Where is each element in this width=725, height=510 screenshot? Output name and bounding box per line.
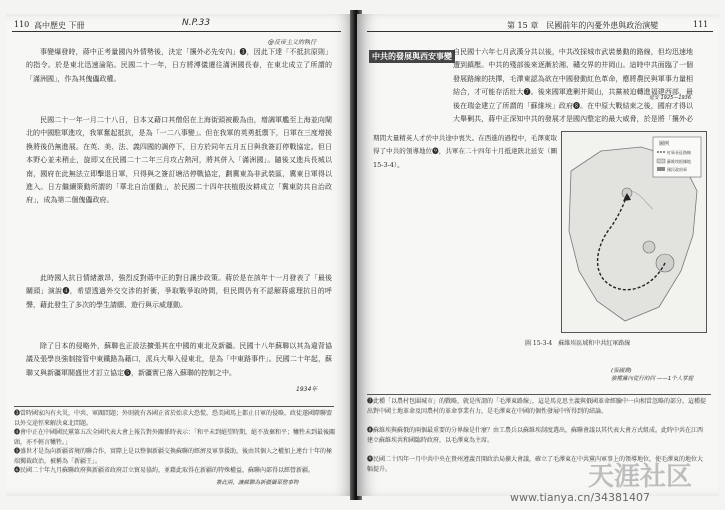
left-paragraph-1: 事變爆發時，蔣中正考量國內外情勢後，決定「攘外必先安內」❸，因此下達「不抵抗原則」的指令。於是東北迅速淪陷。民國二十一年，日方將溥儀遷往滿洲國長春，在東北成立了所謂的「滿洲國」，作為其傀儡政權。 bbox=[26, 48, 332, 83]
map-legend-item: 紅軍長征路線 bbox=[667, 150, 691, 155]
left-footnote-1: ❸當時國家內有火災，中共、軍閥問題；外則就有各國正省於始求大恐慌，恐美國馬上都止日軍的侵略，政徒遂國際聯盟以外交途徑來解決東北問題。 bbox=[14, 410, 333, 427]
left-footnote-rule bbox=[14, 406, 334, 407]
left-header-rule bbox=[12, 31, 341, 32]
right-footnote-9: ❾民國二十四年一月中共中央在貴州遵義召開政治局擴大會議，確立了毛澤東在中共黨內軍事上的領導地位，使毛澤東的地位大幅提升。 bbox=[367, 456, 704, 473]
right-chapter-title: 第 15 章 民國前年的內憂外患與政治演變 bbox=[507, 21, 659, 30]
right-paragraph-1-body bbox=[373, 132, 557, 172]
right-footnote-rule bbox=[367, 394, 711, 395]
right-footnote-7: ❼此種「以農村包圍城市」的戰略，就是所謂的「毛澤東路線」，這是馬克思主義與俄國革命經驗中一向相當忽略的部分。這種提出對中國土地革命及因農村的革命事業有力，是毛澤東在中國的個性發展中所得到的結論。 bbox=[367, 398, 707, 415]
map-svg bbox=[561, 131, 707, 333]
soviet-map-figure bbox=[561, 131, 707, 333]
left-paragraph-2: 民國二十一年一月二十八日，日本又藉口其僧侶在上海街頭被毆為由，增調軍艦至上海並向閘北的中國駐軍進攻，我軍奮起抵抗，是為「一二八事變」。但在我軍的英勇抵禦下，日軍在三度增援換將後仍無進展。在英、美、法、義四國的調停下，日方於同年五月五日與我簽訂停戰協定。但日本野心並未稍止，旋即又在民國二十二年三月攻占熱河，將其併入「滿洲國」。隨後又進兵長城以南，國府在此無法立即擊退日軍，只得與之簽訂塘沽停戰協定，劃冀東為非武裝區，冀東日軍得以進入。日方繼續策動所謂的「華北自治運動」，於民國二十四年扶植殷汝耕成立「冀東防共自治政府」，成為第二個傀儡政府。 bbox=[26, 116, 332, 205]
watermark-logo: 天涯社区 bbox=[588, 462, 693, 492]
left-book-title: 高中歷史 下冊 bbox=[34, 21, 85, 30]
watermark-url: www.tianya.cn/34381407 bbox=[510, 491, 651, 504]
left-footnote-4: ❻民國二十年九月蘇聯政府與新疆省政府訂立貿易協約，並藉此取得在新疆的特殊權益，蘇聯內部得以經營新疆。 bbox=[14, 467, 315, 474]
right-paragraph-1-top bbox=[453, 46, 693, 128]
map-legend-title: 圖例 bbox=[659, 141, 670, 147]
right-paragraph-1: 自民國十六年七月武漢分共以後，中共改採城市武裝暴動的路線，但均迅速地遭到鎮壓。中共的殘部後來逐漸於湘、贛交界的井岡山。這時中共面臨了一個發展路線的抉擇，毛澤東認為欲在中國發動紅色革命，應將農民與軍事力量相結合，才可能存活壯大❼。後來國軍進剿井岡山，共黨被迫轉進福建西部，最後在瑞金建立了所謂的「蘇維埃」政府❽。在中原大戰結束之後，國府才得以大舉剿共，蔣中正深知中共的發展才是國內整定的最大威脅，於是將「攘外必 bbox=[453, 48, 693, 124]
map-caption: 圖 15-3-4 蘇維埃區域和中共紅軍路線 bbox=[525, 340, 631, 347]
left-paragraph-4: 除了日本的侵略外，蘇聯也正設法擴張其在中國的東北及新疆。民國十八年蘇聯以其為違背協議及張學良強制接管中東鐵路為藉口，派兵大舉入侵東北，是為「中東路事件」。民國二十年起，蘇聯又與新疆軍閥盛世才訂立協定❺，新疆實已落入蘇聯的控制之中。 bbox=[26, 342, 332, 377]
section-heading: 中共的發展與西安事變 bbox=[369, 50, 455, 63]
left-page-number: 110 bbox=[14, 20, 30, 29]
right-handwritten-map-note: (張國燾) 強權黨內從行的同 ——1个人掌握 bbox=[611, 368, 694, 382]
right-handwritten-note: 延安 1925—1936 bbox=[649, 95, 692, 101]
left-handwritten-margin: 1934年 bbox=[296, 386, 318, 393]
left-footnote-3: ❺盛世才是為向新疆省境的聯合作，實際上是以整個新疆交換蘇聯的經濟及軍事援助，後由其個人之權加上連台十年的極端獨裁政治，被稱為「新疆王」。 bbox=[14, 448, 333, 465]
left-handwritten-footnote-note: 簽此兩，讓蘇聯為新疆攝軍整事物 bbox=[216, 480, 299, 486]
left-handwritten-note: @反帝主义的執行 bbox=[268, 39, 317, 46]
left-paragraph-3: 此時國人抗日情緒激昂，強烈反對蔣中正的對日讓步政策。蔣於是在該年十一月發表了「最後關頭」演說❹，希望透過外交交涉的折衝，爭取戰爭取時間，但民間仍有不認解蔣處理抗日的呼聲，藉此發生了多次的學生請願、遊行與示威運動。 bbox=[26, 274, 332, 309]
right-footnote-8: ❽蘇維埃與蘇俄的兩個最重要的分界線是什麼？由工農兵以蘇維埃制度選出，蘇聯會議以其代表大會方式組成。此時中共在江西建立蘇維埃共和國臨時政府，以毛澤東為主席。 bbox=[367, 427, 704, 444]
right-paragraph-2: 期間大量精英人才於中共途中喪失。在西進的過程中，毛澤東取得了中共的領導地位❾，共軍在二十四年十月抵達陝北延安（圖 15-3-4）。 bbox=[373, 134, 557, 169]
soviet-area-marker bbox=[643, 241, 655, 253]
left-page bbox=[6, 14, 355, 496]
left-handwritten-title: N.P.33 bbox=[182, 18, 211, 28]
right-header-rule bbox=[367, 31, 713, 32]
left-footnote-2: ❹會中正在中國國民黨第五次全國代表大會上報告對外關係時表示：「和平未到絕望時期，絕不放棄和平；犧牲未到最後關頭，亦不輕言犧牲。」 bbox=[14, 429, 336, 446]
map-legend-item: 國民政府軍 bbox=[667, 167, 687, 172]
map-legend-item: 蘇維埃根據地 bbox=[667, 159, 691, 164]
right-page bbox=[357, 14, 719, 496]
right-page-number: 111 bbox=[693, 20, 709, 29]
